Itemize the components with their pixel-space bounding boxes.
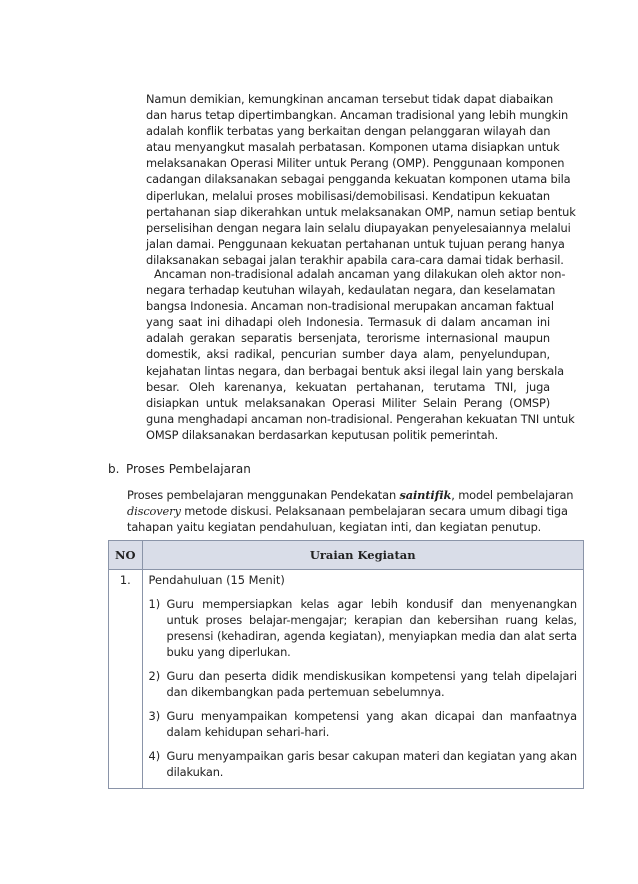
list-item-text <box>167 596 577 660</box>
text-line: dan dikembangkan pada pertemuan sebelumnya. <box>166 685 445 699</box>
text-line: buku yang diperlukan. <box>166 645 291 659</box>
list-item-number: 4) <box>148 749 161 763</box>
section-heading <box>108 461 251 477</box>
column-header-no: NO <box>109 541 143 570</box>
text-line: guna menghadapi ancaman non-tradisional. Pengerahan kekuatan TNI untuk <box>146 411 575 426</box>
paragraph-ancaman-non-tradisional <box>146 266 575 443</box>
text-run: Proses pembelajaran menggunakan Pendekatan <box>127 488 400 502</box>
text-line: Namun demikian, kemungkinan ancaman tersebut tidak dapat diabaikan <box>146 92 554 106</box>
text-line: pertahanan siap dikerahkan untuk melaksanakan OMP, namun setiap bentuk <box>146 204 576 219</box>
text-line: dilaksanakan sebagai jalan terakhir apabila cara-cara damai tidak berhasil. <box>146 252 564 267</box>
list-item-number: 3) <box>148 709 161 723</box>
text-line: dilakukan. <box>166 765 224 779</box>
text-line: cadangan dilaksanakan sebagai pengganda kekuatan komponen utama bila <box>146 172 571 187</box>
text-line: atau menyangkut masalah perbatasan. Komponen utama disiapkan untuk <box>146 140 560 155</box>
text-line <box>127 503 568 519</box>
table-header-row <box>109 541 584 570</box>
paragraph-ancaman-tradisional <box>146 91 576 268</box>
section-title: Proses Pembelajaran <box>126 462 251 476</box>
text-line: Guru menyampaikan garis besar cakupan materi dan kegiatan yang akan <box>166 749 577 763</box>
list-item-text <box>167 668 577 700</box>
text-line: perselisihan dengan negara lain selalu diupayakan penyelesaiannya melalui <box>146 220 571 235</box>
text-run: , model pembelajaran <box>451 488 574 502</box>
text-line <box>127 487 574 503</box>
text-line: adalah gerakan separatis bersenjata, terorisme internasional maupun <box>146 331 550 346</box>
emphasis-saintifik: saintifik <box>399 488 452 502</box>
text-line: Guru mempersiapkan kelas agar lebih kondusif dan menyenangkan <box>166 597 577 611</box>
text-line: besar. Oleh karenanya, kekuatan pertahanan, terutama TNI, juga <box>146 379 550 394</box>
row-content <box>142 570 583 789</box>
row-title: Pendahuluan (15 Menit) <box>148 573 285 587</box>
table-row <box>109 570 584 789</box>
list-item <box>149 708 577 740</box>
list-item <box>149 748 577 780</box>
list-item-number: 2) <box>148 669 161 683</box>
text-line: yang saat ini dihadapi oleh Indonesia. Termasuk di dalam ancaman ini <box>146 315 550 330</box>
list-item-number: 1) <box>148 597 161 611</box>
text-line: untuk proses belajar-mengajar; kerapian dan kebersihan ruang kelas, <box>166 613 577 627</box>
text-line: OMSP dilaksanakan berdasarkan keputusan politik pemerintah. <box>146 427 499 442</box>
list-item <box>149 596 577 660</box>
list-item-text <box>167 708 577 740</box>
text-line: dalam kehidupan sehari-hari. <box>166 725 330 739</box>
list-item <box>149 668 577 700</box>
text-line: Guru menyampaikan kompetensi yang akan dicapai dan manfaatnya <box>166 709 577 723</box>
text-line: diperlukan, melalui proses mobilisasi/demobilisasi. Kendatipun kekuatan <box>146 188 550 203</box>
list-item-text <box>167 748 577 780</box>
text-line: bangsa Indonesia. Ancaman non-tradisional merupakan ancaman faktual <box>146 299 554 314</box>
text-line: domestik, aksi radikal, pencurian sumber daya alam, penyelundupan, <box>146 347 550 362</box>
text-line: Ancaman non-tradisional adalah ancaman yang dilakukan oleh aktor non- <box>154 267 566 281</box>
section-marker: b. <box>108 462 120 476</box>
text-line: disiapkan untuk melaksanakan Operasi Militer Selain Perang (OMSP) <box>146 395 550 410</box>
text-line: melaksanakan Operasi Militer untuk Perang (OMP). Penggunaan komponen <box>146 156 565 171</box>
text-run: metode diskusi. Pelaksanaan pembelajaran secara umum dibagi tiga <box>180 504 568 519</box>
text-line: presensi (kehadiran, agenda kegiatan), menyiapkan media dan alat serta <box>166 629 577 643</box>
text-line: tahapan yaitu kegiatan pendahuluan, kegiatan inti, dan kegiatan penutup. <box>127 520 542 535</box>
row-number: 1. <box>109 570 143 789</box>
kegiatan-table <box>108 540 584 789</box>
text-line: Guru dan peserta didik mendiskusikan kompetensi yang telah dipelajari <box>166 669 577 683</box>
paragraph-proses-pembelajaran <box>127 487 574 535</box>
emphasis-discovery: discovery <box>127 504 181 519</box>
text-line: adalah konflik terbatas yang berkaitan dengan pelanggaran wilayah dan <box>146 124 551 139</box>
text-line: kejahatan lintas negara, dan berbagai bentuk aksi ilegal lain yang berskala <box>146 363 564 378</box>
text-line: dan harus tetap dipertimbangkan. Ancaman tradisional yang lebih mungkin <box>146 108 569 123</box>
column-header-uraian: Uraian Kegiatan <box>142 541 583 570</box>
text-line: jalan damai. Penggunaan kekuatan pertahanan untuk tujuan perang hanya <box>146 236 565 251</box>
text-line: negara terhadap keutuhan wilayah, kedaulatan negara, dan keselamatan <box>146 283 556 298</box>
